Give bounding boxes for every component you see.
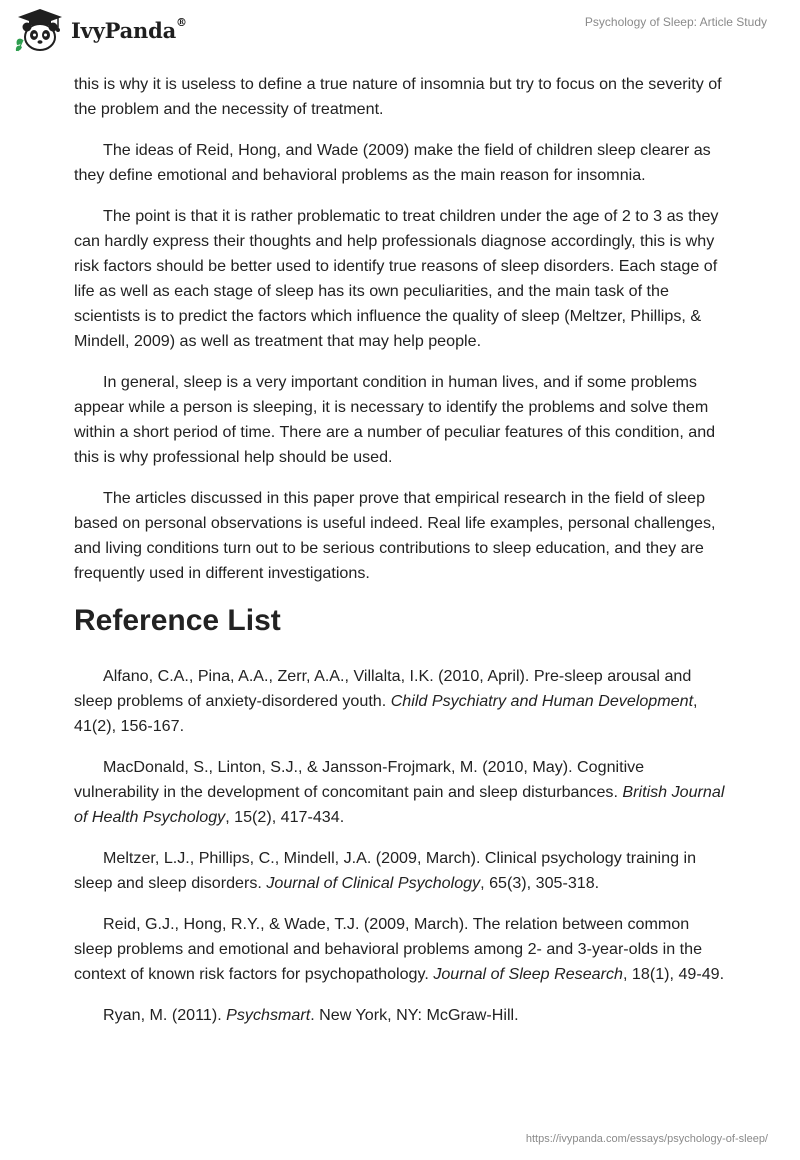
registered-mark: ® [176,16,187,29]
body-paragraph: The articles discussed in this paper prove that empirical research in the field of sleep based on personal observations is useful indeed. Real life examples, personal challenges, and living conditions turn out to be serious contributions to sleep education, and they are frequently used in different investigations. [74,489,716,582]
reference-entry: Alfano, C.A., Pina, A.A., Zerr, A.A., Villalta, I.K. (2010, April). Pre-sleep arousal and sleep problems of anxiety-disordered youth. Child Psychiatry and Human Development, 41(2), 156-167. [74,667,698,735]
document-title: Psychology of Sleep: Article Study [584,15,767,29]
continued-paragraph: this is why it is useless to define a true nature of insomnia but try to focus on the severity of the problem and the necessity of treatment. [74,75,722,118]
book-title: Psychsmart [226,1006,311,1024]
journal-title: British Journal of Health Psychology [74,783,725,826]
body-paragraph: In general, sleep is a very important condition in human lives, and if some problems appear while a person is sleeping, it is necessary to identify the problems and solve them within a short period of time. There are a number of peculiar features of this condition, and this is why professional help should be used. [74,373,716,466]
ivypanda-logo[interactable] [14,7,194,53]
body-paragraph: The point is that it is rather problematic to treat children under the age of 2 to 3 as they can hardly express their thoughts and help professionals diagnose accordingly, this is why risk factors should be better used to identify true reasons of sleep disorders. Each stage of life as well as each stage of sleep has its own peculiarities, and the main task of the scientists is to predict the factors which influence the quality of sleep (Meltzer, Phillips, & Mindell, 2009) as well as treatment that may help people. [74,207,719,350]
reference-entry: Ryan, M. (2011). Psychsmart. New York, NY: McGraw-Hill. [103,1006,519,1024]
reference-entry: Reid, G.J., Hong, R.Y., & Wade, T.J. (2009, March). The relation between common sleep problems and emotional and behavioral problems among 2- and 3-year-olds in the context of known risk factors for psychopathology. Journal of Sleep Research, 18(1), 49-49. [74,915,725,983]
source-url[interactable]: https://ivypanda.com/essays/psychology-of-sleep/ [525,1133,768,1145]
body-paragraph: The ideas of Reid, Hong, and Wade (2009) make the field of children sleep clearer as they define emotional and behavioral problems as the main reason for insomnia. [74,141,711,184]
journal-title: Journal of Clinical Psychology [266,874,481,892]
journal-title: Child Psychiatry and Human Development [390,692,694,710]
article-content [74,72,728,1044]
reference-entry: MacDonald, S., Linton, S.J., & Jansson-Frojmark, M. (2010, May). Cognitive vulnerability in the development of concomitant pain and sleep disturbances. British Journal of Health Psychology, 15(2), 417-434. [74,758,725,826]
panda-graduate-icon [14,7,66,53]
brand-name: IvyPanda® [71,16,187,43]
page-header [0,0,800,60]
journal-title: Journal of Sleep Research [433,965,623,983]
reference-list-heading: Reference List [74,604,281,637]
reference-entry: Meltzer, L.J., Phillips, C., Mindell, J.A. (2009, March). Clinical psychology training in sleep and sleep disorders. Journal of Clinical Psychology, 65(3), 305-318. [74,849,697,892]
